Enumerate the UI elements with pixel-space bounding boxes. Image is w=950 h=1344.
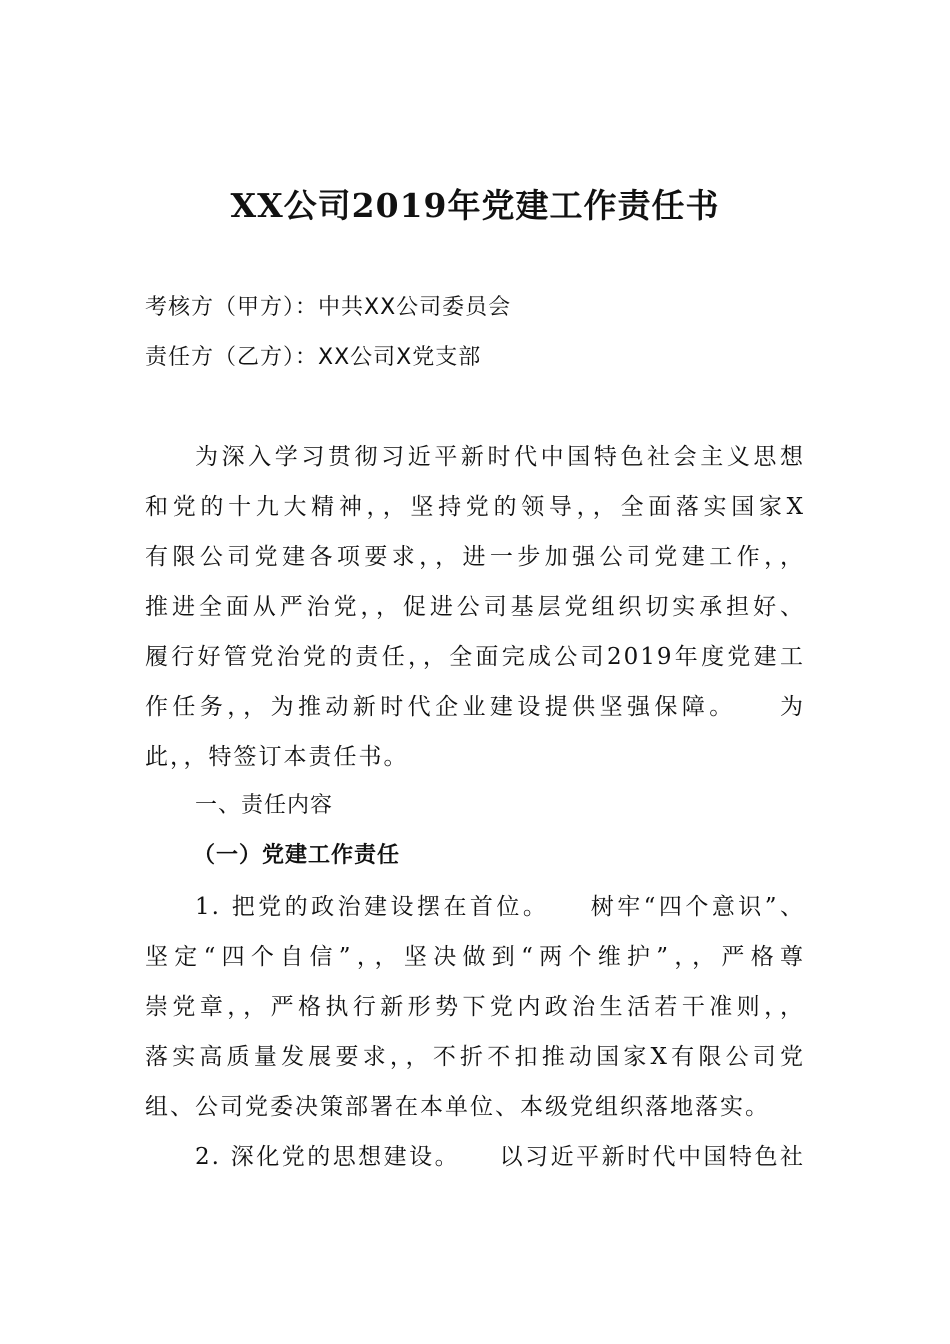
intro-line: 作任务，，为推动新时代企业建设提供坚强保障。 为 [145,694,805,720]
party-b-line: 责任方（乙方）：XX公司X党支部 [145,345,482,370]
document-title: XX公司2019年党建工作责任书 [230,186,720,225]
section-heading: 一、责任内容 [195,793,334,818]
subsection-heading: （一）党建工作责任 [193,843,401,868]
item1-line: 崇党章，，严格执行新形势下党内政治生活若干准则，， [145,994,805,1020]
intro-line: 为深入学习贯彻习近平新时代中国特色社会主义思想 [195,444,805,470]
intro-line: 履行好管党治党的责任，，全面完成公司2019年度党建工 [145,644,805,670]
item1-line: 落实高质量发展要求，，不折不扣推动国家X有限公司党 [145,1044,805,1070]
intro-line: 有限公司党建各项要求，，进一步加强公司党建工作，， [145,544,805,570]
intro-line: 和党的十九大精神，，坚持党的领导，，全面落实国家X [145,494,805,520]
party-a-line: 考核方（甲方）：中共XX公司委员会 [145,295,512,320]
item1-line: 坚定“四个自信”，，坚决做到“两个维护”，，严格尊 [145,944,805,970]
intro-line: 此，，特签订本责任书。 [145,744,409,770]
item2-line: 2. 深化党的思想建设。 以习近平新时代中国特色社 [195,1144,805,1170]
intro-line: 推进全面从严治党，，促进公司基层党组织切实承担好、 [145,594,805,620]
item1-line: 1. 把党的政治建设摆在首位。 树牢“四个意识”、 [195,894,805,920]
item1-line: 组、公司党委决策部署在本单位、本级党组织落地落实。 [145,1094,770,1120]
